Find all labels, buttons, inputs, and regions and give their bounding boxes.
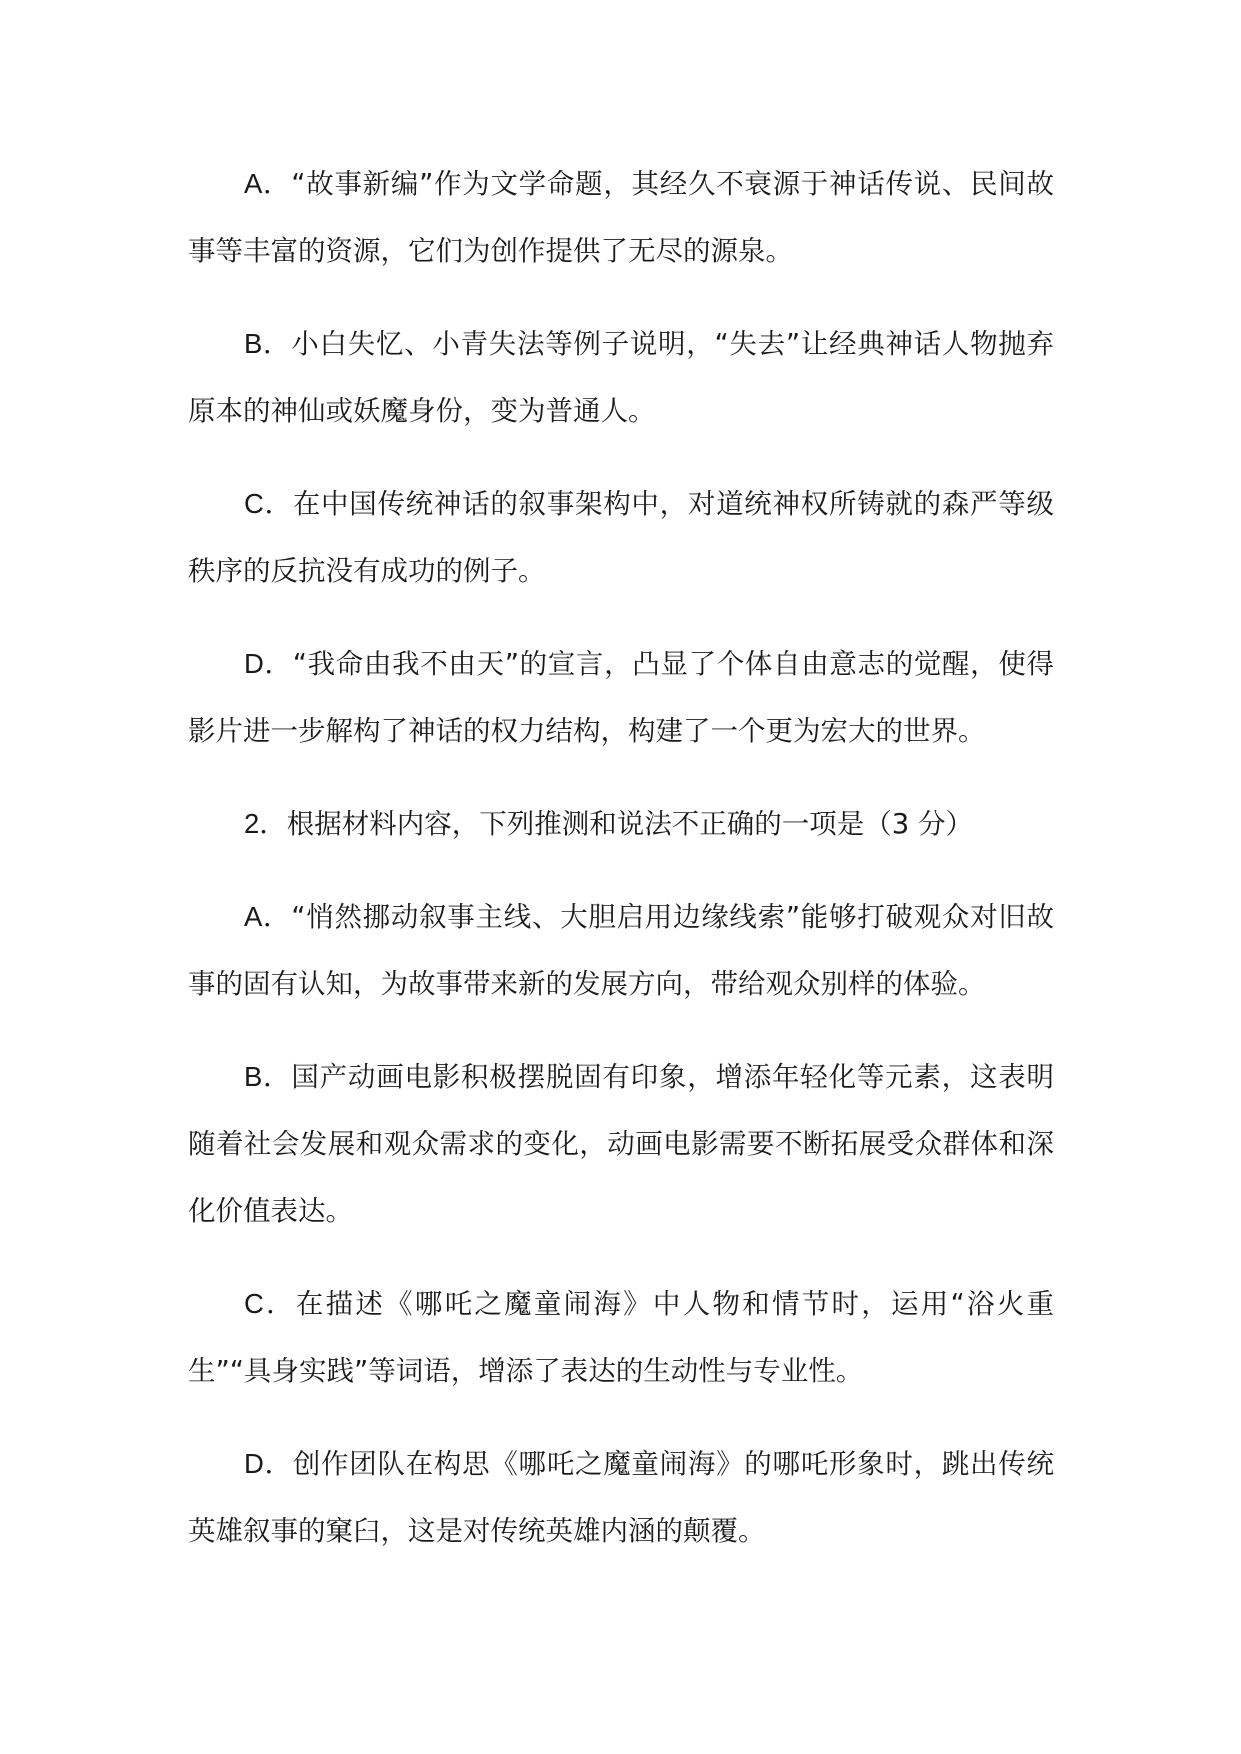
option-label: D． (244, 648, 293, 679)
document-page (188, 150, 1054, 1590)
q1-option-a (188, 150, 1054, 285)
option-label: B． (244, 328, 292, 359)
option-label: A． (244, 168, 292, 199)
q2-option-b (188, 1043, 1054, 1245)
option-text: 小白失忆、小青失法等例子说明，“失去”让经典神话人物抛弃原本的神仙或妖魔身份，变为普通人。 (188, 328, 1055, 427)
option-text: 国产动画电影积极摆脱固有印象，增添年轻化等元素，这表明随着社会发展和观众需求的变化，动画电影需要不断拓展受众群体和深化价值表达。 (188, 1061, 1054, 1227)
q2-option-d (188, 1430, 1054, 1565)
option-text: “我命由我不由天”的宣言，凸显了个体自由意志的觉醒，使得影片进一步解构了神话的权力结构，构建了一个更为宏大的世界。 (188, 648, 1054, 747)
option-label: C． (244, 1288, 296, 1319)
question-2-stem (188, 790, 1054, 858)
option-text: “悄然挪动叙事主线、大胆启用边缘线索”能够打破观众对旧故事的固有认知，为故事带来新的发展方向，带给观众别样的体验。 (188, 901, 1055, 1000)
q1-option-c (188, 470, 1054, 605)
question-number: 2． (244, 808, 287, 839)
option-text: 在描述《哪吒之魔童闹海》中人物和情节时，运用“浴火重生”“具身实践”等词语，增添了表达的生动性与专业性。 (188, 1288, 1054, 1387)
question-text: 根据材料内容，下列推测和说法不正确的一项是（3 分） (286, 808, 974, 840)
q1-option-d (188, 630, 1054, 765)
option-text: “故事新编”作为文学命题，其经久不衰源于神话传说、民间故事等丰富的资源，它们为创作提供了无尽的源泉。 (188, 168, 1055, 267)
option-label: D． (244, 1448, 293, 1479)
option-label: C． (244, 488, 293, 519)
option-text: 在中国传统神话的叙事架构中，对道统神权所铸就的森严等级秩序的反抗没有成功的例子。 (188, 488, 1054, 587)
option-label: B． (244, 1061, 292, 1092)
option-label: A． (244, 901, 292, 932)
option-text: 创作团队在构思《哪吒之魔童闹海》的哪吒形象时，跳出传统英雄叙事的窠臼，这是对传统英雄内涵的颠覆。 (188, 1448, 1054, 1547)
q2-option-a (188, 883, 1054, 1018)
q1-option-b (188, 310, 1054, 445)
q2-option-c (188, 1270, 1054, 1405)
